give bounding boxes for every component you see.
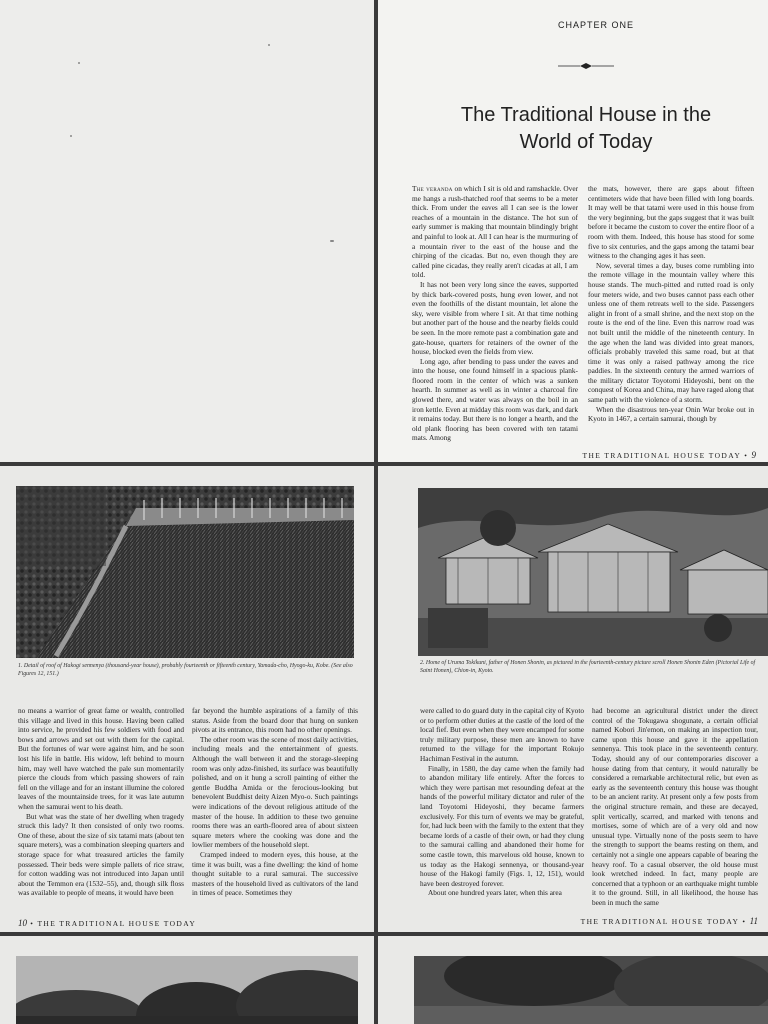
paragraph: When the disastrous ten-year Onin War broke out in Kyoto in 1467, a certain samurai, though by — [588, 404, 754, 424]
paper-speck — [330, 240, 334, 242]
chapter-title-line-2: World of Today — [519, 131, 653, 153]
blank-page — [0, 0, 374, 462]
running-title: THE TRADITIONAL HOUSE TODAY — [37, 919, 197, 928]
paragraph: no means a warrior of great fame or wealth, controlled this village and lived in this house. Having been called into service, he provided his few soldiers with food and bows and arrows and set out with them for the capital. But the fortunes of war were against him, and he soon lost his life in battle. His widow, left behind to mourn him, may well have watched the pale sun momentarily pierce the clouds from which passing showers of rain fell on the village and for an instant illumine the colored leaves of the mountainside trees, for it was late autumn when the samurai went to his death. — [18, 706, 184, 811]
paragraph: were called to do guard duty in the capital city of Kyoto or to perform other duties at the castle of the lord of the local fief. But even when they were encamped for some truly military purpose, these men are known to have returned to the village for the important Rokujo Hachiman Festival in the autumn. — [420, 706, 584, 763]
paper-speck — [78, 62, 80, 64]
ornament-rule-icon — [558, 62, 614, 70]
figure-2-caption: 2. Home of Uruma Tokikuni, father of Honen Shonin, as pictured in the fourteenth-century picture scroll Honen Shonin Eden (Pictorial Life of Saint Honen), Chion-in, Kyoto. — [420, 660, 756, 674]
text-column-left — [18, 706, 184, 898]
paper-speck — [268, 44, 270, 46]
running-footer — [581, 916, 758, 926]
picture-scroll-image — [418, 488, 768, 656]
paragraph: About one hundred years later, when this area — [428, 888, 562, 898]
folio-separator: • — [742, 917, 747, 926]
text-column-right — [592, 706, 758, 907]
running-title: THE TRADITIONAL HOUSE TODAY — [582, 451, 741, 460]
text-column-right — [588, 184, 754, 424]
paragraph: The other room was the scene of most daily activities, including meals and the entertainment of guests. Although the wall between it and the storage-sleeping room was only adze-finished, its surface was beautifully polished, and on it hung a scroll painting of either the gentle Buddha Amida or the ferocious-looking but benevolent Buddhist deity Aizen Myo-o. Such paintings were indications of the devout religious attitude of the master of the house. In addition to these two genuine rooms there was an earth-floored area of about sixteen square meters where the cooking was done and the lowlier members of the household slept. — [192, 734, 358, 850]
folio-separator: • — [744, 451, 749, 460]
figure-1-caption: 1. Detail of roof of Hakogi sennenya (thousand-year house), probably fourteenth or fifteenth century, Yamada-cho, Hyogo-ku, Kobe. (See also Figures 12, 151.) — [18, 663, 353, 677]
text-column-left — [420, 706, 584, 898]
chapter-title-line-1: The Traditional House in the — [460, 104, 712, 126]
paragraph-text: on which I sit is old and ramshackle. Over me hangs a rush-thatched roof that seems to be a meter thick. From under the eaves all I can see is the lower reaches of a mountain in the distance. The hot sun of early summer is making that mountain blindingly bright and painful to look at. All I can hear is the murmuring of a mountain river to the east of the house and the chirping of the cicadas. But no, even though they are called pine cicadas, they really aren't cicadas at all, I am told. — [412, 184, 578, 280]
running-title: THE TRADITIONAL HOUSE TODAY — [580, 917, 740, 926]
folio-separator: • — [30, 919, 35, 928]
chapter-title — [438, 102, 734, 156]
figure-2-photo — [418, 488, 768, 656]
text-column-left — [412, 184, 578, 443]
thatched-roof-image — [16, 486, 354, 658]
page-11 — [378, 466, 768, 932]
figure-photo — [16, 956, 358, 1024]
running-footer — [18, 918, 196, 928]
text-column-right — [192, 706, 358, 898]
paragraph: Long ago, after bending to pass under the eaves and into the house, one found himself in a spacious plank-floored room in the center of which was a sunken hearth. In summer as well as in winter a charcoal fire glowed there, and water was always on the boil in an iron kettle. Even at midday this room was dark, and dark it remains today. But there is no longer a hearth, and the old plank flooring has been covered with ten tatami mats. Among — [412, 356, 578, 443]
chapter-label: CHAPTER ONE — [557, 20, 634, 30]
house-trees-image — [414, 956, 768, 1024]
paragraph: But what was the state of her dwelling when tragedy struck this lady? It then consisted of only two rooms. One of these, about the size of six tatami mats (about ten square meters), was a combination sleeping quarters and storage space for what treasured articles the family possessed. Their beds were simple pallets of rice straw, for cotton wadding was not introduced into Japan until about the Temmon era (1532–55), and, though silk floss was available to people of means, it would have been — [18, 811, 184, 898]
paragraph: Finally, in 1580, the day came when the family had to abandon military life entirely. After the forces to which they were partisan met resounding defeat at the hands of the powerful military dictator and ruler of the land Toyotomi Hideyoshi, they became farmers exclusively. For this turn of events we may be grateful, for, had luck been with the family to the extent that they became lords of a castle of their own, or had they clung to the samurai calling and abandoned their home for some castle town, this marvelous old house, known to us today as the Hakogi sennenya, or thousand-year house of the Hakogi family (Figs. 1, 12, 151), would have been destroyed forever. — [420, 763, 584, 888]
lead-in: The veranda — [412, 184, 453, 193]
page-number: 11 — [749, 916, 758, 926]
paragraph: Cramped indeed to modern eyes, this house, at the time it was built, was a fine dwelling: the kind of home thought suitable to a rural samurai. The successive masters of the household lived as cultivators of the land in times of peace. Sometimes they — [192, 849, 358, 898]
figure-photo — [414, 956, 768, 1024]
paragraph: Now, several times a day, buses come rumbling into the remote village in the mountain valley where this house stands. The much-pitted and rutted road is only four meters wide, and two buses cannot pass each other unless one of them retreats well to the side. Passengers alight in front of a small shrine, and the next stop on the route is the end of the line. Even this narrow road was not built until the middle of the nineteenth century. In the age when the land was divided into great manors, officials probably traveled this same road, but at that time it was only a raised pathway among the rice paddies. In the sixteenth century the armed warriors of the military dictator Toyotomi Hideyoshi, bent on the conquest of Korea and China, may have raged along that same path with the violence of a storm. — [588, 260, 754, 405]
paragraph: had become an agricultural district under the direct control of the Tokugawa shogunate, a certain official named Kobori Jin'emon, on making an inspection tour, came upon this house and gave it the appellation sennenya. This took place in the seventeenth century. Today, should any of our contemporaries discover a house dating from that century, it would naturally be considered a remarkable architectural relic, but even as early as the seventeenth century this house was thought to be an ancient rarity. At present only a few posts from the original structure remain, and these are decayed, split vertically, scarred, and marked with tenons and mortises, some of which are of a very old and now unusual type. Virtually none of the posts seem to have the strength to support the beams resting on them, and certainly not a single one appears capable of bearing the heavy roof. To a casual observer, the old house must look wretched indeed. In fact, many people are concerned that a typhoon or an earthquake might tumble it to the ground. Still, in all likelihood, the house has been in much the same — [592, 706, 758, 907]
page-9 — [378, 0, 768, 462]
page-13-partial — [378, 936, 768, 1024]
page-12-partial — [0, 936, 374, 1024]
paragraph: It has not been very long since the eaves, supported by thick bark-covered posts, hung even lower, and not even the foothills of the distant mountain, let alone the sky, were visible from where I sit. At that time nothing but another part of the house and the nearby fields could be seen. In the more remote past a combination gate and gate-house, quarters for retainers of the owner of the house, blocked even the fields from view. — [412, 279, 578, 357]
paragraph: far beyond the humble aspirations of a family of this status. Aside from the board door that hung on sunken pivots at its entrance, this room had no other openings. — [192, 706, 358, 735]
page-number: 10 — [18, 918, 27, 928]
paper-speck — [70, 135, 72, 137]
paragraph — [412, 184, 578, 280]
landscape-trees-image — [16, 956, 358, 1024]
paragraph: the mats, however, there are gaps about fifteen centimeters wide that have been filled with long boards. It may well be that tatami were used in this house from the very beginning, but the gaps suggest that it was built before it became the custom to cover the entire floor of a room with them. Indeed, this house has stood for some five to six centuries, and the gaps among the tatami bear witness to the changing ages it has seen. — [588, 184, 754, 261]
page-number: 9 — [751, 450, 756, 460]
running-footer — [582, 450, 756, 460]
page-10 — [0, 466, 374, 932]
figure-1-photo — [16, 486, 354, 658]
